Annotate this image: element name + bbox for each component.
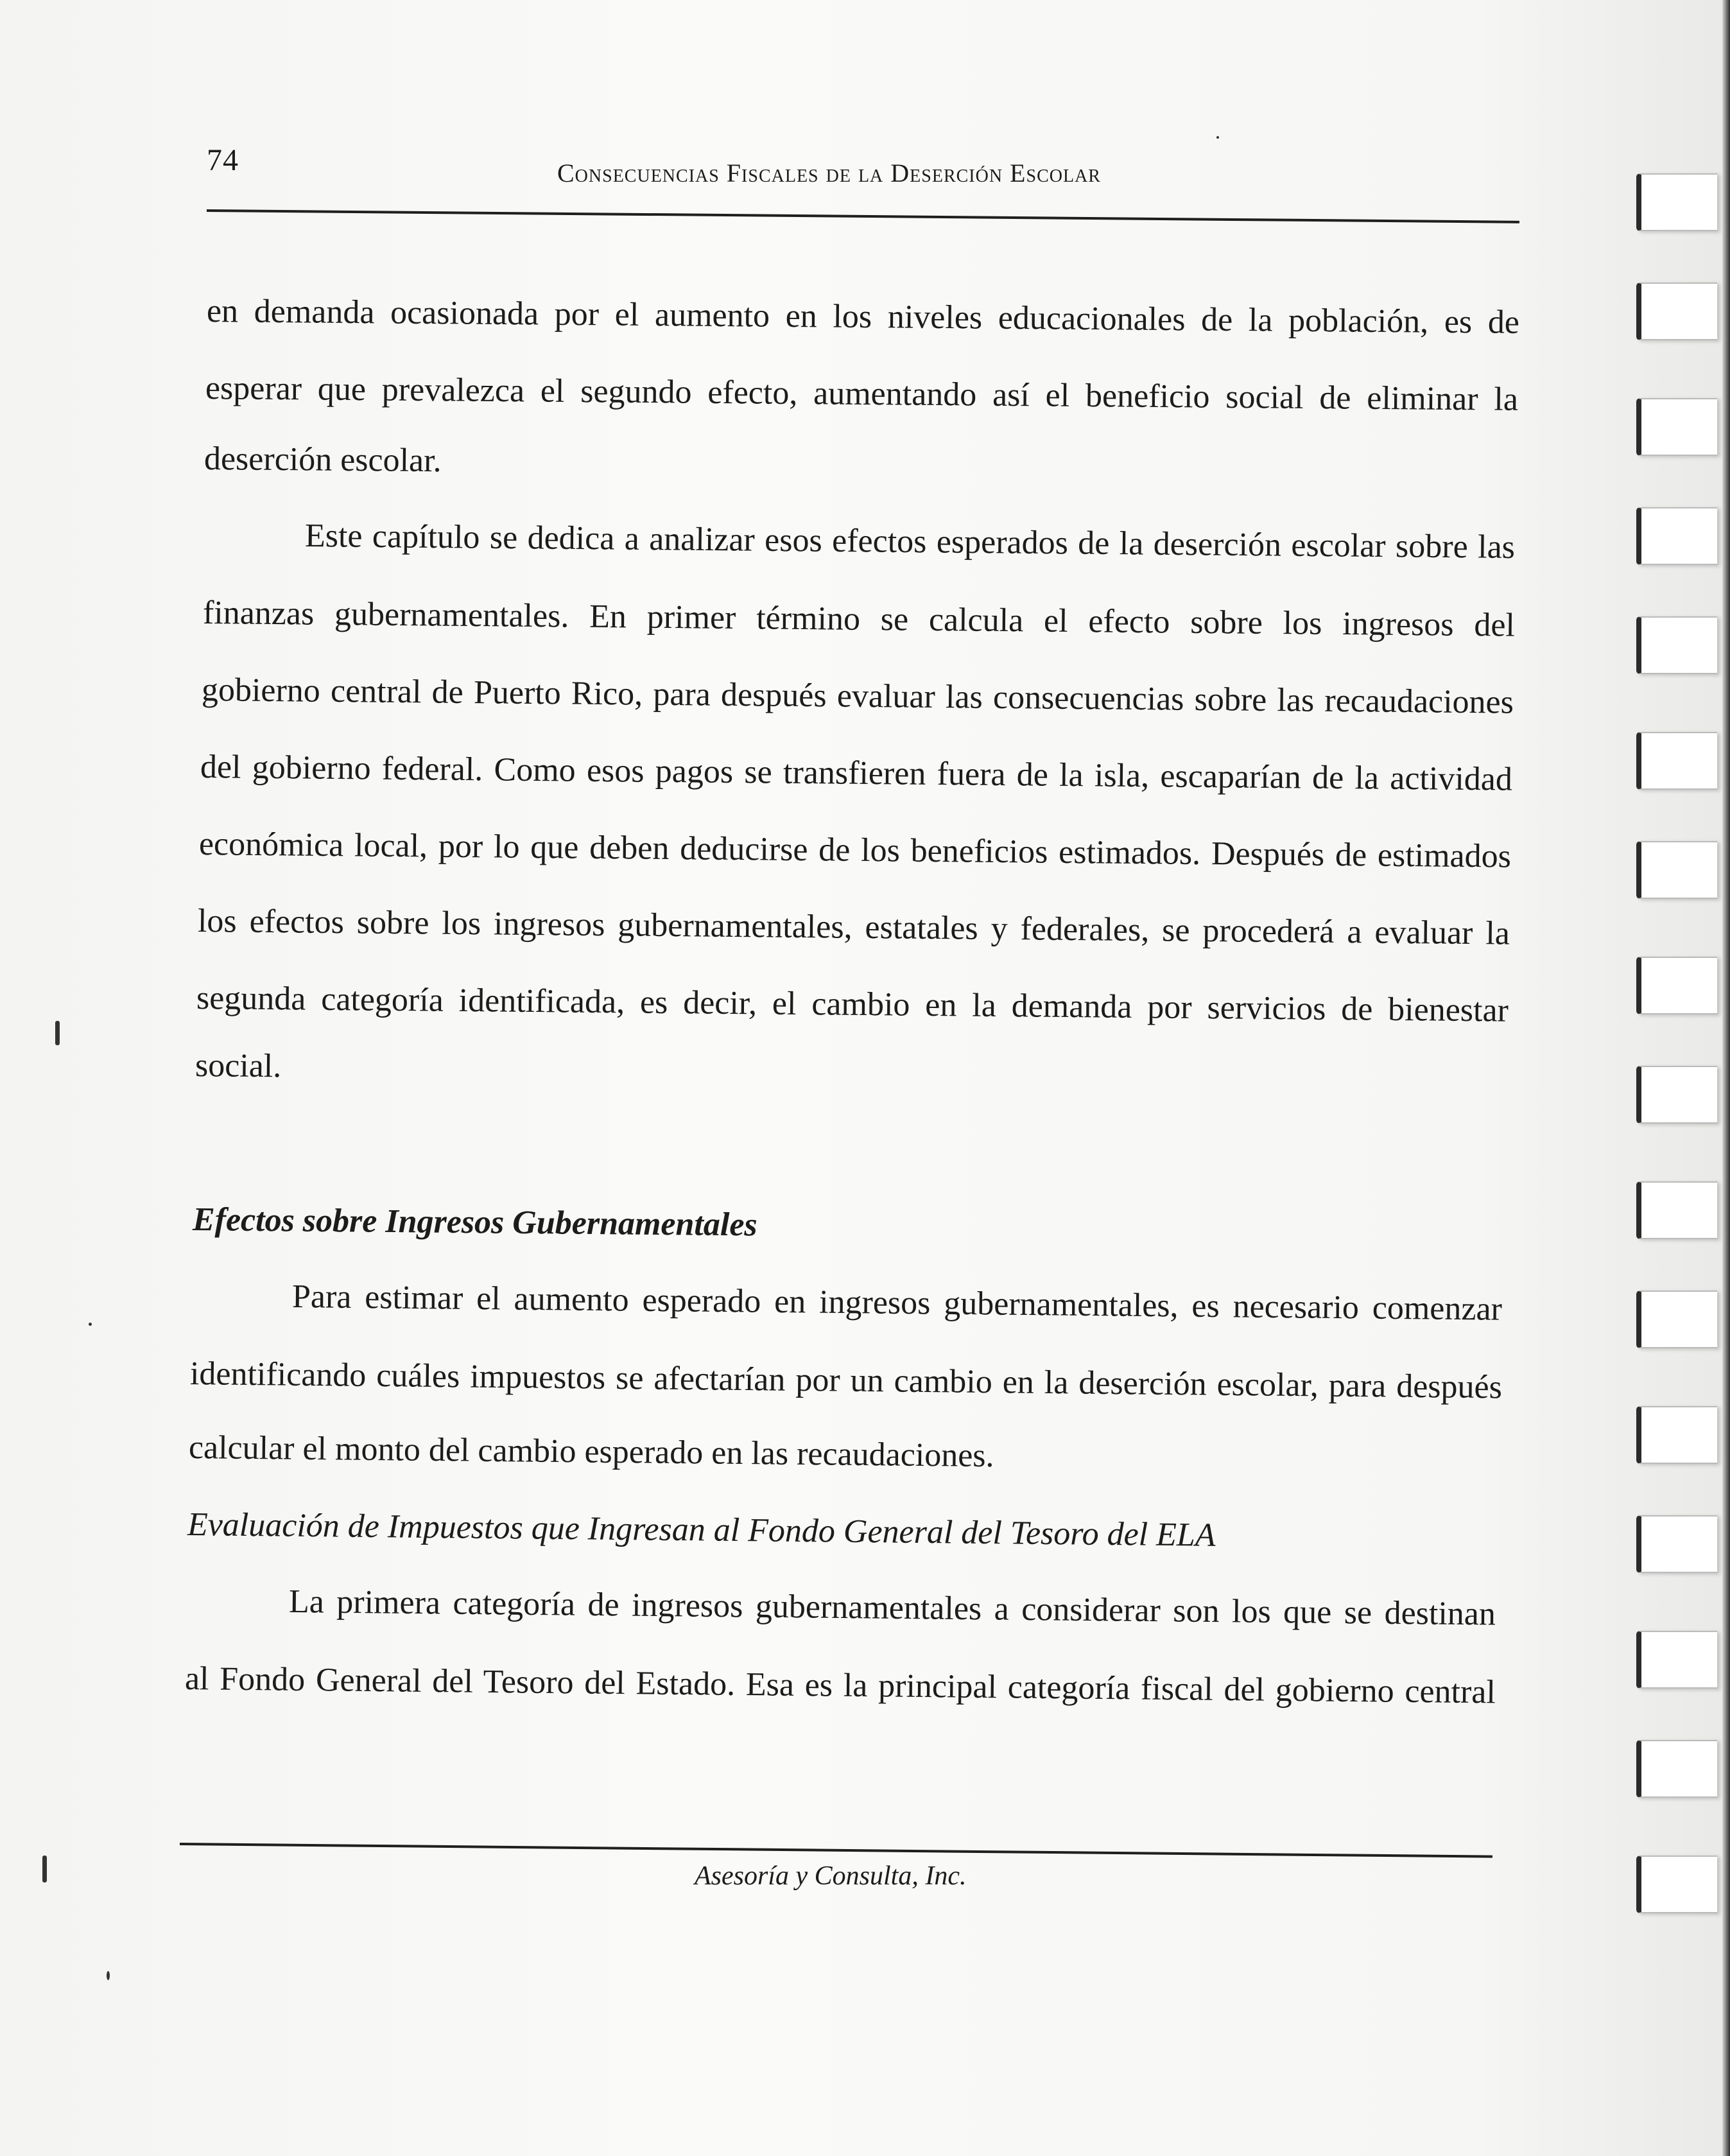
binding-ring: [1636, 283, 1717, 340]
body-line: social.: [195, 1047, 282, 1085]
binding-ring: [1636, 732, 1717, 790]
body-line: Para estimar el aumento esperado en ingresos gubernamentales, es necesario comenzar: [291, 1278, 1503, 1328]
binding-ring: [1636, 1856, 1717, 1913]
running-title: Consecuencias Fiscales de la Deserción Escolar: [557, 159, 1101, 187]
binding-ring: [1636, 1181, 1717, 1239]
scan-speck: [107, 1971, 110, 1980]
binding-ring: [1636, 1515, 1717, 1573]
publisher-footer: Asesoría y Consulta, Inc.: [695, 1861, 967, 1891]
section-heading: Efectos sobre Ingresos Gubernamentales: [192, 1201, 757, 1244]
scan-speck: [42, 1856, 47, 1882]
body-line: del gobierno federal. Como esos pagos se transfieren fuera de la isla, escaparían de la actividad: [200, 749, 1513, 798]
body-line: al Fondo General del Tesoro del Estado. Esa es la principal categoría fiscal del gobierno central: [184, 1660, 1496, 1711]
body-line: económica local, por lo que deben deducirse de los beneficios estimados. Después de estimados: [198, 826, 1512, 875]
binding-ring: [1636, 1066, 1717, 1124]
binding-ring: [1636, 173, 1717, 231]
binding-ring: [1636, 1631, 1717, 1689]
spiral-binding: [1634, 0, 1730, 2156]
scan-speck: [55, 1021, 60, 1045]
body-line: Este capítulo se dedica a analizar esos efectos esperados de la deserción escolar sobre las: [304, 517, 1516, 566]
scan-speck: [89, 1323, 92, 1326]
body-line: gobierno central de Puerto Rico, para después evaluar las consecuencias sobre las recaudaciones: [201, 672, 1514, 721]
body-line: identificando cuáles impuestos se afectarían por un cambio en la deserción escolar, para después: [189, 1355, 1503, 1406]
binding-ring: [1636, 957, 1717, 1014]
binding-ring: [1636, 398, 1717, 456]
body-line: deserción escolar.: [203, 440, 442, 480]
binding-ring: [1636, 1740, 1717, 1798]
binding-ring: [1636, 841, 1717, 899]
page-number: 74: [207, 143, 239, 177]
body-line: La primera categoría de ingresos gubernamentales a considerar son los que se destinan: [288, 1583, 1496, 1633]
subsection-heading: Evaluación de Impuestos que Ingresan al Fondo General del Tesoro del ELA: [187, 1506, 1216, 1554]
body-line: los efectos sobre los ingresos gubernamentales, estatales y federales, se procederá a evaluar la: [197, 903, 1510, 952]
binding-ring: [1636, 1291, 1717, 1348]
body-line: calcular el monto del cambio esperado en las recaudaciones.: [188, 1429, 994, 1475]
binding-ring: [1636, 616, 1717, 674]
binding-ring: [1636, 507, 1717, 565]
binding-ring: [1636, 1406, 1717, 1464]
body-line: finanzas gubernamentales. En primer término se calcula el efecto sobre los ingresos del: [202, 595, 1516, 644]
page-edge: [1722, 0, 1730, 2156]
body-line: esperar que prevalezca el segundo efecto, aumentando así el beneficio social de eliminar la: [205, 370, 1519, 418]
body-line: en demanda ocasionada por el aumento en los niveles educacionales de la población, es de: [206, 293, 1520, 341]
scan-speck: [1216, 136, 1219, 139]
body-line: segunda categoría identificada, es decir, el cambio en la demanda por servicios de bienestar: [196, 980, 1509, 1029]
footer-rule: [180, 1843, 1492, 1858]
header-rule: [207, 209, 1519, 223]
